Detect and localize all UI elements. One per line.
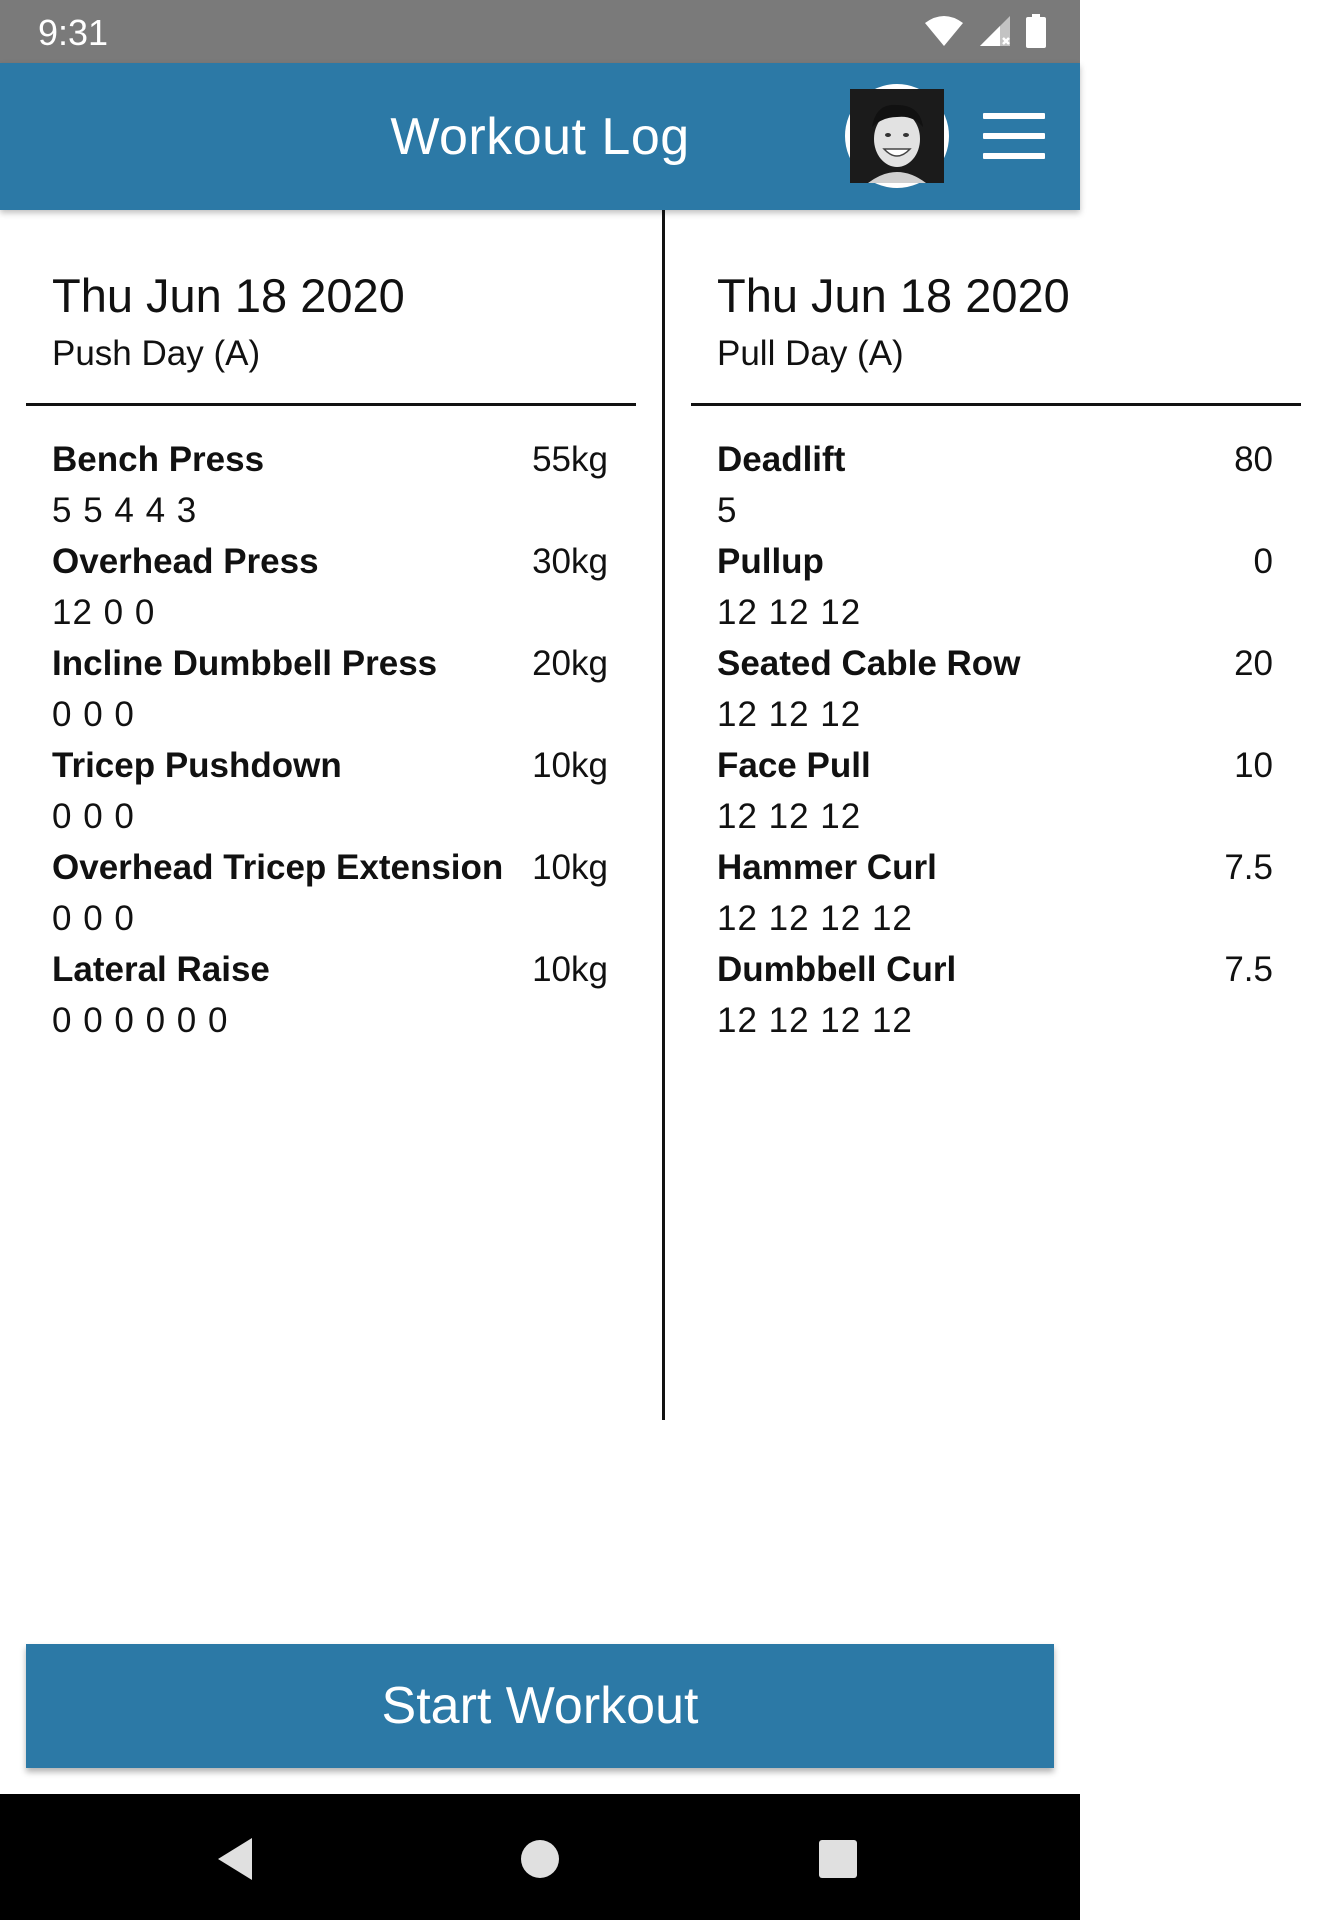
avatar[interactable] <box>845 84 949 188</box>
app-bar <box>0 63 1080 210</box>
exercise-reps: 12 12 12 <box>717 695 862 734</box>
exercise-weight: 30kg <box>532 542 608 581</box>
exercise-item <box>717 644 1273 746</box>
exercise-weight: 20kg <box>532 644 608 683</box>
workout-name: Push Day (A) <box>52 334 261 373</box>
exercise-item <box>717 542 1273 644</box>
exercise-weight: 7.5 <box>1224 848 1273 887</box>
exercise-weight: 80 <box>1234 440 1273 479</box>
exercise-reps: 12 12 12 <box>717 797 862 836</box>
exercise-weight: 10kg <box>532 848 608 887</box>
exercise-item <box>717 950 1273 1052</box>
exercise-weight: 10kg <box>532 950 608 989</box>
status-icons <box>924 14 1046 48</box>
exercise-weight: 10 <box>1234 746 1273 785</box>
exercise-weight: 0 <box>1253 542 1273 581</box>
workout-date: Thu Jun 18 2020 <box>52 269 405 322</box>
workout-card[interactable] <box>665 210 1328 1420</box>
exercise-name: Lateral Raise <box>52 950 270 989</box>
exercise-name: Deadlift <box>717 440 846 479</box>
hamburger-menu-icon[interactable] <box>983 113 1045 159</box>
workout-carousel[interactable] <box>0 210 1273 1420</box>
exercise-item <box>52 848 608 950</box>
exercise-name: Face Pull <box>717 746 871 785</box>
exercise-name: Hammer Curl <box>717 848 937 887</box>
exercise-item <box>52 644 608 746</box>
battery-icon <box>1026 14 1046 48</box>
exercise-reps: 0 0 0 <box>52 797 135 836</box>
exercise-item <box>717 848 1273 950</box>
workout-card[interactable] <box>0 210 663 1420</box>
exercise-reps: 12 12 12 <box>717 593 862 632</box>
exercise-name: Pullup <box>717 542 824 581</box>
exercise-name: Overhead Press <box>52 542 319 581</box>
exercise-list <box>717 440 1273 1052</box>
exercise-name: Seated Cable Row <box>717 644 1021 683</box>
exercise-item <box>52 440 608 542</box>
exercise-reps: 0 0 0 <box>52 899 135 938</box>
home-icon[interactable] <box>515 1834 565 1884</box>
exercise-name: Dumbbell Curl <box>717 950 957 989</box>
status-time: 9:31 <box>38 12 109 53</box>
exercise-item <box>52 746 608 848</box>
exercise-item <box>52 950 608 1052</box>
exercise-reps: 5 5 4 4 3 <box>52 491 198 530</box>
exercise-name: Tricep Pushdown <box>52 746 342 785</box>
navigation-bar <box>0 1794 1080 1920</box>
exercise-reps: 0 0 0 0 0 0 <box>52 1001 229 1040</box>
exercise-weight: 7.5 <box>1224 950 1273 989</box>
page-title: Workout Log <box>390 108 690 166</box>
signal-icon <box>978 14 1012 48</box>
exercise-reps: 12 12 12 12 <box>717 899 913 938</box>
card-divider <box>26 403 636 406</box>
workout-date: Thu Jun 18 2020 <box>717 269 1070 322</box>
workout-name: Pull Day (A) <box>717 334 904 373</box>
exercise-reps: 0 0 0 <box>52 695 135 734</box>
exercise-weight: 20 <box>1234 644 1273 683</box>
exercise-reps: 5 <box>717 491 738 530</box>
exercise-item <box>52 542 608 644</box>
card-divider <box>691 403 1301 406</box>
exercise-item <box>717 440 1273 542</box>
recents-icon[interactable] <box>813 1834 863 1884</box>
exercise-name: Bench Press <box>52 440 265 479</box>
exercise-weight: 10kg <box>532 746 608 785</box>
start-workout-button[interactable]: Start Workout <box>26 1644 1054 1768</box>
profile-avatar-icon <box>850 89 944 183</box>
exercise-reps: 12 12 12 12 <box>717 1001 913 1040</box>
exercise-item <box>717 746 1273 848</box>
exercise-reps: 12 0 0 <box>52 593 156 632</box>
back-icon[interactable] <box>212 1834 262 1884</box>
status-bar <box>0 0 1080 63</box>
exercise-name: Incline Dumbbell Press <box>52 644 438 683</box>
exercise-list <box>52 440 608 1052</box>
wifi-icon <box>924 15 964 47</box>
exercise-weight: 55kg <box>532 440 608 479</box>
exercise-name: Overhead Tricep Extension <box>52 848 504 887</box>
